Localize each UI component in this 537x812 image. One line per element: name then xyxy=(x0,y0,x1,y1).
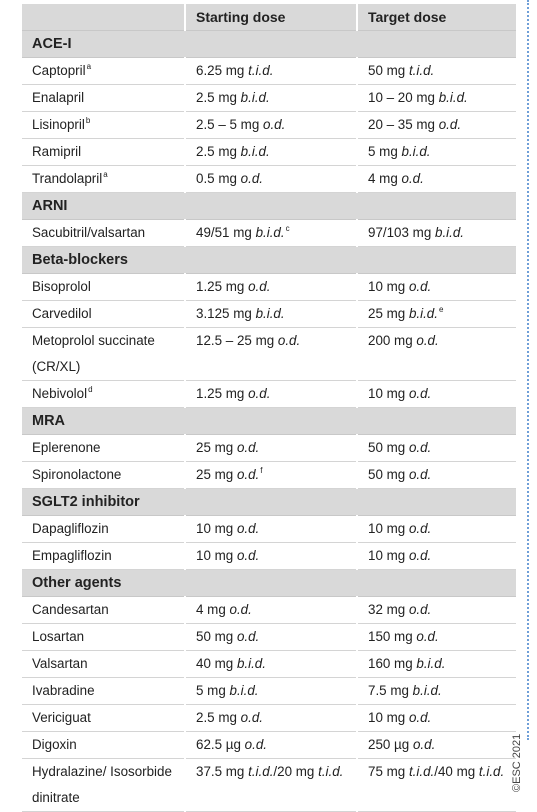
dose-amount: 97/103 mg xyxy=(368,225,435,240)
table-row xyxy=(22,624,516,651)
table-row xyxy=(22,597,516,624)
dose-frequency: o.d. xyxy=(263,117,286,132)
dose-amount: 62.5 µg xyxy=(196,737,245,752)
dose-frequency: o.d. xyxy=(438,117,462,132)
dose-amount: 10 mg xyxy=(196,521,237,536)
drug-name: Carvedilol xyxy=(32,306,92,321)
drug-name: Digoxin xyxy=(32,737,77,752)
starting-dose-cell xyxy=(185,651,357,678)
target-dose-cell xyxy=(357,435,516,462)
drug-name-cell xyxy=(22,624,185,651)
target-dose-cell xyxy=(357,85,516,112)
dose-frequency: o.d. xyxy=(236,629,260,644)
section-title: MRA xyxy=(22,408,516,435)
table-row xyxy=(22,301,516,328)
dose-amount: 4 mg xyxy=(368,171,402,186)
drug-name: Ivabradine xyxy=(32,683,95,698)
section-title: Beta-blockers xyxy=(22,247,516,274)
dose-amount: 25 mg xyxy=(196,467,237,482)
header-target-dose: Target dose xyxy=(357,4,516,31)
drug-name: Eplerenone xyxy=(32,440,101,455)
dose-amount: 150 mg xyxy=(368,629,417,644)
drug-name-cell xyxy=(22,301,185,328)
dose-frequency: o.d. xyxy=(412,737,436,752)
target-dose-cell xyxy=(357,732,516,759)
drug-name-cell xyxy=(22,58,185,85)
dose-frequency: b.i.d. xyxy=(438,90,468,105)
dose-amount: 10 mg xyxy=(368,521,409,536)
drug-name: Valsartan xyxy=(32,656,88,671)
dose-amount: 50 mg xyxy=(196,629,237,644)
drug-name: Spironolactone xyxy=(32,467,122,482)
starting-dose-cell xyxy=(185,112,357,139)
target-dose-cell xyxy=(357,58,516,85)
dose-frequency: o.d. xyxy=(408,521,432,536)
table-row xyxy=(22,759,516,812)
drug-name: Trandolapril xyxy=(32,171,103,186)
table-row xyxy=(22,543,516,570)
dose-frequency: b.i.d. xyxy=(412,683,442,698)
table-row xyxy=(22,651,516,678)
table-header xyxy=(22,4,516,31)
starting-dose-cell xyxy=(185,705,357,732)
dose-amount: 10 mg xyxy=(196,548,237,563)
table-row xyxy=(22,462,516,489)
table-row xyxy=(22,732,516,759)
starting-dose-cell xyxy=(185,139,357,166)
dose-frequency: b.i.d. xyxy=(229,683,259,698)
drug-name-cell xyxy=(22,328,185,381)
dose-frequency: o.d. xyxy=(416,333,439,348)
dose-amount: 250 µg xyxy=(368,737,413,752)
dose-amount: 2.5 mg xyxy=(196,144,241,159)
dose-amount: 0.5 mg xyxy=(196,171,241,186)
dose-amount: 10 mg xyxy=(368,710,409,725)
section-title: ARNI xyxy=(22,193,516,220)
dose-frequency: t.i.d. xyxy=(478,764,505,779)
table-row xyxy=(22,85,516,112)
drug-name-cell xyxy=(22,462,185,489)
starting-dose-cell xyxy=(185,58,357,85)
target-dose-cell xyxy=(357,139,516,166)
dose-amount: 37.5 mg xyxy=(196,764,249,779)
dose-amount: 50 mg xyxy=(368,63,409,78)
starting-dose-cell xyxy=(185,732,357,759)
drug-name-cell xyxy=(22,435,185,462)
target-dose-cell xyxy=(357,543,516,570)
dose-amount: 49/51 mg xyxy=(196,225,256,240)
starting-dose-cell xyxy=(185,597,357,624)
dose-amount: 10 mg xyxy=(368,386,409,401)
dose-frequency: b.i.d. xyxy=(408,306,438,321)
drug-name-cell xyxy=(22,274,185,301)
footnote-marker: f xyxy=(260,466,263,475)
drug-name-cell xyxy=(22,705,185,732)
dose-amount: 10 mg xyxy=(368,279,409,294)
drug-name-cell xyxy=(22,220,185,247)
table-row xyxy=(22,705,516,732)
header-starting-dose: Starting dose xyxy=(185,4,357,31)
dose-frequency: t.i.d. xyxy=(248,764,274,779)
section-row xyxy=(22,408,516,435)
dose-frequency: o.d. xyxy=(236,521,260,536)
starting-dose-cell xyxy=(185,274,357,301)
dose-frequency: o.d. xyxy=(408,440,432,455)
drug-name: Hydralazine/ Isosorbide dinitrate xyxy=(32,764,172,805)
section-title: Other agents xyxy=(22,570,516,597)
section-row xyxy=(22,247,516,274)
dose-amount: 6.25 mg xyxy=(196,63,249,78)
dose-frequency: o.d. xyxy=(408,467,432,482)
dose-frequency: b.i.d. xyxy=(255,225,285,240)
table-row xyxy=(22,328,516,381)
starting-dose-cell xyxy=(185,85,357,112)
drug-name-cell xyxy=(22,381,185,408)
section-row xyxy=(22,31,516,58)
dose-frequency: o.d. xyxy=(408,386,432,401)
starting-dose-cell xyxy=(185,301,357,328)
dose-amount: 160 mg xyxy=(368,656,417,671)
section-row xyxy=(22,489,516,516)
dose-amount: 1.25 mg xyxy=(196,279,249,294)
dose-amount: 32 mg xyxy=(368,602,409,617)
target-dose-cell xyxy=(357,597,516,624)
dose-frequency: o.d. xyxy=(236,440,260,455)
target-dose-cell xyxy=(357,112,516,139)
table-row xyxy=(22,139,516,166)
table-row xyxy=(22,58,516,85)
drug-name: Candesartan xyxy=(32,602,109,617)
section-row xyxy=(22,570,516,597)
dose-frequency: b.i.d. xyxy=(240,90,270,105)
drug-name-cell xyxy=(22,516,185,543)
dose-amount: 75 mg xyxy=(368,764,409,779)
dose-frequency: o.d. xyxy=(248,279,271,294)
dose-frequency: o.d. xyxy=(248,386,271,401)
dose-frequency: o.d. xyxy=(408,548,432,563)
drug-name: Dapagliflozin xyxy=(32,521,109,536)
table-row xyxy=(22,166,516,193)
target-dose-cell xyxy=(357,274,516,301)
dose-amount: 20 – 35 mg xyxy=(368,117,439,132)
dose-amount: 5 mg xyxy=(368,144,402,159)
drug-name-cell xyxy=(22,112,185,139)
dose-amount: 12.5 – 25 mg xyxy=(196,333,278,348)
dose-frequency: o.d. xyxy=(408,279,432,294)
dose-frequency: o.d. xyxy=(240,710,264,725)
starting-dose-cell xyxy=(185,543,357,570)
dose-amount: 200 mg xyxy=(368,333,417,348)
table-row xyxy=(22,678,516,705)
dose-frequency: t.i.d. xyxy=(318,764,344,779)
dose-frequency: b.i.d. xyxy=(255,306,285,321)
drug-name: Empagliflozin xyxy=(32,548,112,563)
dose-amount: 1.25 mg xyxy=(196,386,249,401)
target-dose-cell xyxy=(357,705,516,732)
starting-dose-cell xyxy=(185,381,357,408)
drug-name: Nebivolol xyxy=(32,386,88,401)
target-dose-cell xyxy=(357,166,516,193)
dose-frequency: o.d. xyxy=(408,602,432,617)
starting-dose-cell xyxy=(185,462,357,489)
footnote-marker: a xyxy=(103,170,108,179)
drug-name-cell xyxy=(22,85,185,112)
drug-name: Sacubitril/valsartan xyxy=(32,225,146,240)
target-dose-cell xyxy=(357,651,516,678)
dose-amount: 2.5 mg xyxy=(196,90,241,105)
dose-amount: 3.125 mg xyxy=(196,306,256,321)
drug-name-cell xyxy=(22,651,185,678)
dose-frequency: t.i.d. xyxy=(248,63,274,78)
drug-name: Bisoprolol xyxy=(32,279,91,294)
dosing-table-container xyxy=(22,4,516,812)
drug-name-cell xyxy=(22,139,185,166)
dose-amount: 10 – 20 mg xyxy=(368,90,439,105)
drug-name-cell xyxy=(22,759,185,812)
dose-amount: 25 mg xyxy=(368,306,409,321)
dotted-margin-line xyxy=(527,0,529,740)
footnote-marker: e xyxy=(438,305,444,314)
dose-frequency: o.d. xyxy=(229,602,252,617)
dose-frequency: b.i.d. xyxy=(416,656,446,671)
starting-dose-cell xyxy=(185,624,357,651)
starting-dose-cell xyxy=(185,678,357,705)
dose-frequency: o.d. xyxy=(277,333,301,348)
target-dose-cell xyxy=(357,220,516,247)
dose-frequency: b.i.d. xyxy=(435,225,465,240)
table-row xyxy=(22,381,516,408)
drug-name: Captopril xyxy=(32,63,86,78)
dosing-table xyxy=(22,4,516,812)
dose-amount: /20 mg xyxy=(273,764,319,779)
dose-amount: 2.5 mg xyxy=(196,710,241,725)
footnote-marker: a xyxy=(86,62,92,71)
drug-name-cell xyxy=(22,678,185,705)
target-dose-cell xyxy=(357,462,516,489)
dose-frequency: o.d. xyxy=(244,737,268,752)
drug-name: Ramipril xyxy=(32,144,82,159)
drug-name-cell xyxy=(22,597,185,624)
dose-amount: 4 mg xyxy=(196,602,230,617)
dose-amount: 7.5 mg xyxy=(368,683,413,698)
header-drug xyxy=(22,4,185,31)
starting-dose-cell xyxy=(185,220,357,247)
target-dose-cell xyxy=(357,328,516,381)
dose-frequency: o.d. xyxy=(401,171,424,186)
drug-name-cell xyxy=(22,166,185,193)
dose-frequency: t.i.d. xyxy=(408,63,435,78)
table-row xyxy=(22,516,516,543)
starting-dose-cell xyxy=(185,516,357,543)
target-dose-cell xyxy=(357,301,516,328)
table-row xyxy=(22,112,516,139)
dose-frequency: b.i.d. xyxy=(401,144,431,159)
section-row xyxy=(22,193,516,220)
dose-frequency: o.d. xyxy=(240,171,264,186)
dose-frequency: b.i.d. xyxy=(240,144,270,159)
starting-dose-cell xyxy=(185,435,357,462)
drug-name: Metoprolol succinate (CR/XL) xyxy=(32,333,155,374)
dose-amount: /40 mg xyxy=(434,764,479,779)
target-dose-cell xyxy=(357,759,516,812)
table-row xyxy=(22,220,516,247)
starting-dose-cell xyxy=(185,166,357,193)
dose-frequency: t.i.d. xyxy=(408,764,435,779)
drug-name-cell xyxy=(22,732,185,759)
dose-amount: 2.5 – 5 mg xyxy=(196,117,263,132)
table-row xyxy=(22,435,516,462)
dose-frequency: o.d. xyxy=(408,710,432,725)
target-dose-cell xyxy=(357,516,516,543)
drug-name-cell xyxy=(22,543,185,570)
dose-frequency: o.d. xyxy=(236,467,260,482)
dose-amount: 50 mg xyxy=(368,440,409,455)
dose-amount: 50 mg xyxy=(368,467,409,482)
table-body xyxy=(22,31,516,812)
footnote-marker: d xyxy=(88,385,93,394)
section-title: SGLT2 inhibitor xyxy=(22,489,516,516)
target-dose-cell xyxy=(357,678,516,705)
drug-name: Vericiguat xyxy=(32,710,91,725)
drug-name: Lisinopril xyxy=(32,117,85,132)
dose-amount: 10 mg xyxy=(368,548,409,563)
drug-name: Enalapril xyxy=(32,90,85,105)
dose-amount: 25 mg xyxy=(196,440,237,455)
dose-frequency: o.d. xyxy=(416,629,439,644)
footnote-marker: c xyxy=(285,224,290,233)
footnote-marker: b xyxy=(85,116,91,125)
dose-frequency: o.d. xyxy=(236,548,260,563)
target-dose-cell xyxy=(357,624,516,651)
dose-amount: 40 mg xyxy=(196,656,237,671)
target-dose-cell xyxy=(357,381,516,408)
starting-dose-cell xyxy=(185,759,357,812)
starting-dose-cell xyxy=(185,328,357,381)
header-row xyxy=(22,4,516,31)
copyright-notice: ©ESC 2021 xyxy=(511,733,523,792)
drug-name: Losartan xyxy=(32,629,85,644)
table-row xyxy=(22,274,516,301)
section-title: ACE-I xyxy=(22,31,516,58)
dose-frequency: b.i.d. xyxy=(236,656,266,671)
dose-amount: 5 mg xyxy=(196,683,230,698)
